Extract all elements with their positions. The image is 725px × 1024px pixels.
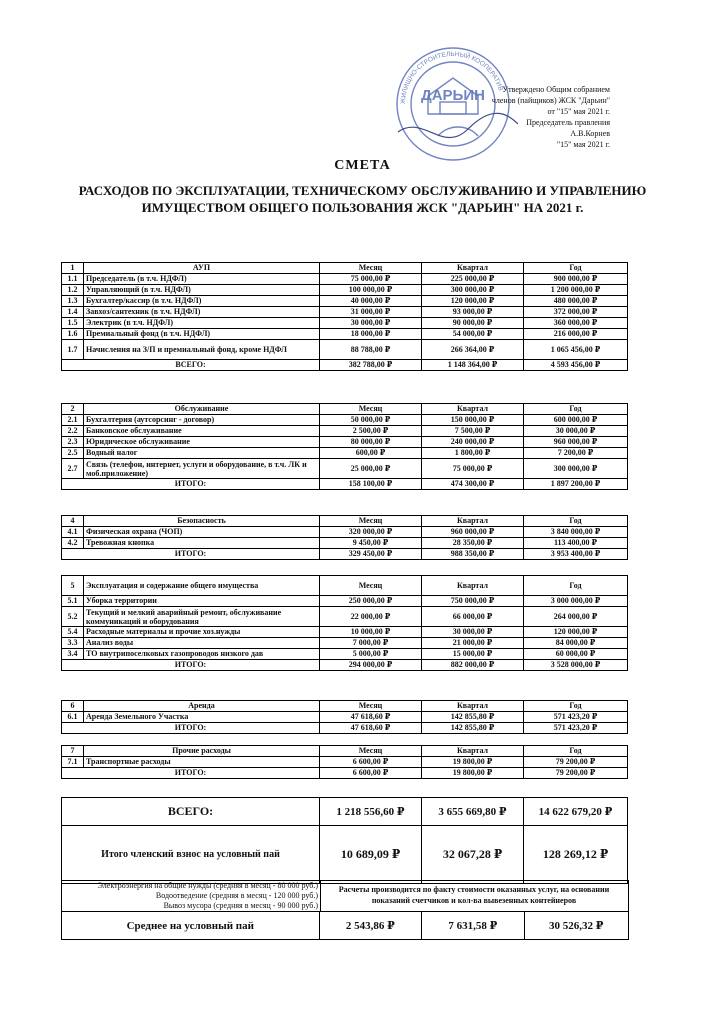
col-month: Месяц xyxy=(320,404,422,415)
col-quarter: Квартал xyxy=(422,516,524,527)
row-year: 7 200,00 ₽ xyxy=(524,448,628,459)
section-header xyxy=(62,516,628,527)
row-quarter: 19 800,00 ₽ xyxy=(422,757,524,768)
row-month: 25 000,00 ₽ xyxy=(320,459,422,479)
row-month: 7 000,00 ₽ xyxy=(320,638,422,649)
row-month: 18 000,00 ₽ xyxy=(320,329,422,340)
row-month: 10 000,00 ₽ xyxy=(320,627,422,638)
row-year: 1 065 456,00 ₽ xyxy=(524,340,628,360)
row-number: 1.1 xyxy=(62,274,84,285)
row-year: 480 000,00 ₽ xyxy=(524,296,628,307)
section-name: АУП xyxy=(84,263,320,274)
section-number: 6 xyxy=(62,701,84,712)
utility-electricity: Электроэнергия на общие нужды (средняя в месяц - 80 000 руб.) xyxy=(97,881,318,890)
col-quarter: Квартал xyxy=(422,576,524,596)
total-quarter: 474 300,00 ₽ xyxy=(422,479,524,490)
row-month: 80 000,00 ₽ xyxy=(320,437,422,448)
total-month: 382 788,00 ₽ xyxy=(320,360,422,371)
total-month: 158 100,00 ₽ xyxy=(320,479,422,490)
total-year: 571 423,20 ₽ xyxy=(524,723,628,734)
row-number: 1.3 xyxy=(62,296,84,307)
section-header xyxy=(62,701,628,712)
row-number: 5.1 xyxy=(62,596,84,607)
table-row xyxy=(62,448,628,459)
col-month: Месяц xyxy=(320,701,422,712)
total-label: ИТОГО: xyxy=(62,723,320,734)
row-quarter: 7 500,00 ₽ xyxy=(422,426,524,437)
row-year: 113 400,00 ₽ xyxy=(524,538,628,549)
row-number: 2.2 xyxy=(62,426,84,437)
total-label: ИТОГО: xyxy=(62,660,320,671)
row-quarter: 225 000,00 ₽ xyxy=(422,274,524,285)
row-name: Бухгалтер/кассир (в т.ч. НДФЛ) xyxy=(84,296,320,307)
row-name: Председатель (в т.ч. НДФЛ) xyxy=(84,274,320,285)
row-quarter: 1 800,00 ₽ xyxy=(422,448,524,459)
row-name: Бухгалтерия (аутсорсинг - договор) xyxy=(84,415,320,426)
row-month: 250 000,00 ₽ xyxy=(320,596,422,607)
col-quarter: Квартал xyxy=(422,404,524,415)
row-year: 84 000,00 ₽ xyxy=(524,638,628,649)
row-name: Завхоз/сантехник (в т.ч. НДФЛ) xyxy=(84,307,320,318)
row-month: 47 618,60 ₽ xyxy=(320,712,422,723)
row-number: 2.5 xyxy=(62,448,84,459)
section-total xyxy=(62,360,628,371)
table-row xyxy=(62,757,628,768)
row-name: Расходные материалы и прочие хоз.нужды xyxy=(84,627,320,638)
grand-total-quarter: 3 655 669,80 ₽ xyxy=(422,798,524,826)
row-month: 5 000,00 ₽ xyxy=(320,649,422,660)
row-month: 9 450,00 ₽ xyxy=(320,538,422,549)
row-quarter: 21 000,00 ₽ xyxy=(422,638,524,649)
document-title xyxy=(40,158,685,216)
total-year: 79 200,00 ₽ xyxy=(524,768,628,779)
row-number: 4.2 xyxy=(62,538,84,549)
row-name: Текущий и мелкий аварийный ремонт, обслуживание коммуникаций и оборудования xyxy=(84,607,320,627)
section-name: Эксплуатация и содержание общего имущества xyxy=(84,576,320,596)
grand-total-month: 1 218 556,60 ₽ xyxy=(320,798,422,826)
grand-total-year: 14 622 679,20 ₽ xyxy=(524,798,628,826)
table-row xyxy=(62,318,628,329)
row-year: 960 000,00 ₽ xyxy=(524,437,628,448)
row-quarter: 15 000,00 ₽ xyxy=(422,649,524,660)
section-total xyxy=(62,479,628,490)
table-row xyxy=(62,607,628,627)
utility-garbage: Вывоз мусора (средняя в месяц - 90 000 руб.) xyxy=(163,901,318,910)
table-row xyxy=(62,712,628,723)
row-month: 2 500,00 ₽ xyxy=(320,426,422,437)
row-number: 7.1 xyxy=(62,757,84,768)
section-header xyxy=(62,404,628,415)
row-year: 30 000,00 ₽ xyxy=(524,426,628,437)
section-table xyxy=(61,515,628,560)
total-quarter: 882 000,00 ₽ xyxy=(422,660,524,671)
col-year: Год xyxy=(524,263,628,274)
table-row xyxy=(62,649,628,660)
table-row xyxy=(62,638,628,649)
table-row xyxy=(62,627,628,638)
section-header xyxy=(62,746,628,757)
table-row xyxy=(62,296,628,307)
table-row xyxy=(62,340,628,360)
row-year: 372 000,00 ₽ xyxy=(524,307,628,318)
row-year: 3 840 000,00 ₽ xyxy=(524,527,628,538)
stamp-ring-text: ЖИЛИЩНО-СТРОИТЕЛЬНЫЙ КООПЕРАТИВ xyxy=(399,50,505,105)
table-row xyxy=(62,426,628,437)
grand-total-label: ВСЕГО: xyxy=(62,798,320,826)
approval-line: Утверждено Общим собранием xyxy=(502,85,610,94)
row-year: 79 200,00 ₽ xyxy=(524,757,628,768)
row-quarter: 300 000,00 ₽ xyxy=(422,285,524,296)
table-row xyxy=(62,538,628,549)
total-label: ИТОГО: xyxy=(62,479,320,490)
row-number: 1.7 xyxy=(62,340,84,360)
avg-year: 30 526,32 ₽ xyxy=(549,920,604,932)
total-month: 6 600,00 ₽ xyxy=(320,768,422,779)
section-name: Обслуживание xyxy=(84,404,320,415)
approval-line: членов (пайщиков) ЖСК "Дарьин" xyxy=(491,96,610,105)
total-year: 3 953 400,00 ₽ xyxy=(524,549,628,560)
total-year: 4 593 456,00 ₽ xyxy=(524,360,628,371)
row-number: 6.1 xyxy=(62,712,84,723)
row-number: 3.3 xyxy=(62,638,84,649)
section-table xyxy=(61,403,628,490)
section-name: Безопасность xyxy=(84,516,320,527)
row-name: Уборка территории xyxy=(84,596,320,607)
row-quarter: 150 000,00 ₽ xyxy=(422,415,524,426)
section-header xyxy=(62,576,628,596)
row-name: Аренда Земельного Участка xyxy=(84,712,320,723)
total-label: ИТОГО: xyxy=(62,549,320,560)
row-name: Анализ воды xyxy=(84,638,320,649)
total-quarter: 142 855,80 ₽ xyxy=(422,723,524,734)
row-quarter: 75 000,00 ₽ xyxy=(422,459,524,479)
section-name: Прочие расходы xyxy=(84,746,320,757)
total-month: 329 450,00 ₽ xyxy=(320,549,422,560)
row-year: 360 000,00 ₽ xyxy=(524,318,628,329)
row-month: 75 000,00 ₽ xyxy=(320,274,422,285)
row-month: 40 000,00 ₽ xyxy=(320,296,422,307)
total-quarter: 1 148 364,00 ₽ xyxy=(422,360,524,371)
row-quarter: 120 000,00 ₽ xyxy=(422,296,524,307)
row-month: 6 600,00 ₽ xyxy=(320,757,422,768)
approval-name: А.В.Корнев xyxy=(570,129,610,138)
row-quarter: 93 000,00 ₽ xyxy=(422,307,524,318)
row-number: 4.1 xyxy=(62,527,84,538)
row-name: Физическая охрана (ЧОП) xyxy=(84,527,320,538)
row-name: Связь (телефон, интернет, услуги и оборудование, в т.ч. ЛК и моб.приложение) xyxy=(84,459,320,479)
row-quarter: 30 000,00 ₽ xyxy=(422,627,524,638)
title-main: СМЕТА xyxy=(334,158,391,173)
grand-total-row xyxy=(62,798,628,826)
row-year: 300 000,00 ₽ xyxy=(524,459,628,479)
col-year: Год xyxy=(524,576,628,596)
section-table xyxy=(61,700,628,734)
row-month: 600,00 ₽ xyxy=(320,448,422,459)
row-month: 30 000,00 ₽ xyxy=(320,318,422,329)
row-quarter: 750 000,00 ₽ xyxy=(422,596,524,607)
row-quarter: 54 000,00 ₽ xyxy=(422,329,524,340)
col-month: Месяц xyxy=(320,576,422,596)
row-number: 2.7 xyxy=(62,459,84,479)
row-name: Электрик (в т.ч. НДФЛ) xyxy=(84,318,320,329)
section-number: 1 xyxy=(62,263,84,274)
total-month: 47 618,60 ₽ xyxy=(320,723,422,734)
section-name: Аренда xyxy=(84,701,320,712)
stamp-brand: ДАРЬИН xyxy=(421,87,485,104)
row-number: 3.4 xyxy=(62,649,84,660)
row-month: 31 000,00 ₽ xyxy=(320,307,422,318)
section-total xyxy=(62,660,628,671)
col-year: Год xyxy=(524,746,628,757)
fee-month: 10 689,09 ₽ xyxy=(320,826,422,884)
row-number: 5.2 xyxy=(62,607,84,627)
table-row xyxy=(62,527,628,538)
avg-month: 2 543,86 ₽ xyxy=(320,912,422,940)
section-total xyxy=(62,768,628,779)
col-quarter: Квартал xyxy=(422,701,524,712)
total-label: ИТОГО: xyxy=(62,768,320,779)
row-name: Тревожная кнопка xyxy=(84,538,320,549)
row-year: 216 000,00 ₽ xyxy=(524,329,628,340)
row-year: 900 000,00 ₽ xyxy=(524,274,628,285)
row-quarter: 266 364,00 ₽ xyxy=(422,340,524,360)
total-year: 3 528 000,00 ₽ xyxy=(524,660,628,671)
fee-quarter: 32 067,28 ₽ xyxy=(422,826,524,884)
approval-chair: Председатель правления xyxy=(526,118,610,127)
table-row xyxy=(62,437,628,448)
row-name: Транспортные расходы xyxy=(84,757,320,768)
row-month: 50 000,00 ₽ xyxy=(320,415,422,426)
row-quarter: 960 000,00 ₽ xyxy=(422,527,524,538)
avg-label: Среднее на условный пай xyxy=(62,912,320,940)
section-number: 7 xyxy=(62,746,84,757)
col-month: Месяц xyxy=(320,746,422,757)
fee-year: 128 269,12 ₽ xyxy=(524,826,628,884)
row-name: Премиальный фонд (в т.ч. НДФЛ) xyxy=(84,329,320,340)
row-name: Водный налог xyxy=(84,448,320,459)
grand-total-table xyxy=(61,797,628,884)
approval-date: от "15" мая 2021 г. xyxy=(547,107,610,116)
section-table xyxy=(61,575,628,671)
avg-quarter: 7 631,58 ₽ xyxy=(422,912,524,940)
row-number: 1.2 xyxy=(62,285,84,296)
approval-date-2: "15" мая 2021 г. xyxy=(556,140,610,149)
row-name: Банковское обслуживание xyxy=(84,426,320,437)
row-number: 5.4 xyxy=(62,627,84,638)
fee-row xyxy=(62,826,628,884)
total-quarter: 19 800,00 ₽ xyxy=(422,768,524,779)
fee-label: Итого членский взнос на условный пай xyxy=(62,826,320,884)
row-month: 22 000,00 ₽ xyxy=(320,607,422,627)
total-quarter: 988 350,00 ₽ xyxy=(422,549,524,560)
col-year: Год xyxy=(524,404,628,415)
row-quarter: 90 000,00 ₽ xyxy=(422,318,524,329)
section-total xyxy=(62,723,628,734)
total-label: ВСЕГО: xyxy=(62,360,320,371)
col-quarter: Квартал xyxy=(422,263,524,274)
row-name: Юридическое обслуживание xyxy=(84,437,320,448)
table-row xyxy=(62,307,628,318)
row-year: 264 000,00 ₽ xyxy=(524,607,628,627)
row-number: 1.6 xyxy=(62,329,84,340)
section-header xyxy=(62,263,628,274)
table-row xyxy=(62,329,628,340)
table-row xyxy=(62,459,628,479)
row-quarter: 240 000,00 ₽ xyxy=(422,437,524,448)
col-year: Год xyxy=(524,701,628,712)
utility-sewage: Водоотведение (средняя в месяц - 120 000 руб.) xyxy=(155,891,318,900)
row-month: 88 788,00 ₽ xyxy=(320,340,422,360)
row-quarter: 66 000,00 ₽ xyxy=(422,607,524,627)
section-table xyxy=(61,262,628,371)
row-name: ТО внутрипоселковых газопроводов низкого дав xyxy=(84,649,320,660)
row-name: Начисления на З/П и премиальный фонд, кроме НДФЛ xyxy=(84,340,320,360)
row-year: 3 000 000,00 ₽ xyxy=(524,596,628,607)
row-year: 120 000,00 ₽ xyxy=(524,627,628,638)
section-number: 5 xyxy=(62,576,84,596)
utility-notes xyxy=(61,880,629,940)
utility-note: Расчеты производится по факту стоимости оказанных услуг, на основании показаний счетчиков и кол-ва вывезенных контейнеров xyxy=(338,885,610,905)
col-year: Год xyxy=(524,516,628,527)
section-total xyxy=(62,549,628,560)
row-number: 2.3 xyxy=(62,437,84,448)
col-month: Месяц xyxy=(320,263,422,274)
col-month: Месяц xyxy=(320,516,422,527)
row-year: 600 000,00 ₽ xyxy=(524,415,628,426)
total-month: 294 000,00 ₽ xyxy=(320,660,422,671)
total-year: 1 897 200,00 ₽ xyxy=(524,479,628,490)
table-row xyxy=(62,415,628,426)
row-month: 100 000,00 ₽ xyxy=(320,285,422,296)
row-number: 1.4 xyxy=(62,307,84,318)
section-number: 4 xyxy=(62,516,84,527)
row-number: 2.1 xyxy=(62,415,84,426)
table-row xyxy=(62,285,628,296)
row-quarter: 142 855,80 ₽ xyxy=(422,712,524,723)
title-sub: РАСХОДОВ ПО ЭКСПЛУАТАЦИИ, ТЕХНИЧЕСКОМУ ОБСЛУЖИВАНИЮ И УПРАВЛЕНИЮ ИМУЩЕСТВОМ ОБЩЕГО ПОЛЬЗОВАНИЯ ЖСК "ДАРЬИН" НА 2021 г. xyxy=(78,183,647,215)
section-table xyxy=(61,745,628,779)
row-number: 1.5 xyxy=(62,318,84,329)
row-year: 60 000,00 ₽ xyxy=(524,649,628,660)
row-name: Управляющий (в т.ч. НДФЛ) xyxy=(84,285,320,296)
row-month: 320 000,00 ₽ xyxy=(320,527,422,538)
row-quarter: 28 350,00 ₽ xyxy=(422,538,524,549)
col-quarter: Квартал xyxy=(422,746,524,757)
row-year: 1 200 000,00 ₽ xyxy=(524,285,628,296)
approval-block xyxy=(420,84,610,150)
section-number: 2 xyxy=(62,404,84,415)
table-row xyxy=(62,274,628,285)
row-year: 571 423,20 ₽ xyxy=(524,712,628,723)
table-row xyxy=(62,596,628,607)
